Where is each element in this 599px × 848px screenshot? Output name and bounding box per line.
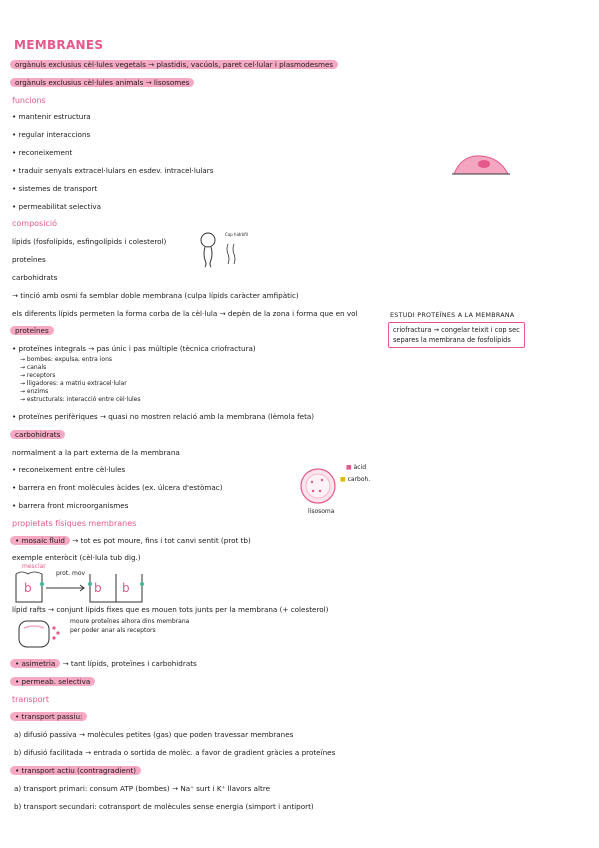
page-title: MEMBRANES [14, 38, 104, 52]
heading-propietats: propietats físiques membranes [12, 519, 137, 528]
funcio-item: • mantenir estructura [12, 112, 91, 121]
heading-composicio: composició [12, 219, 57, 228]
carbohidrats-item: • barrera en front molècules àcides (ex. úlcera d'estòmac) [12, 483, 223, 492]
composicio-note: → tinció amb osmi fa semblar doble membrana (culpa lípids caràcter amfipàtic) [12, 291, 299, 300]
svg-text:b: b [94, 581, 102, 595]
protein-type: → bombes: expulsa, entra ions [20, 356, 113, 363]
line-vegetal: orgànuls exclusius cèl·lules vegetals → plastidis, vacúols, paret cel·lular i plasmodesmes [10, 60, 338, 70]
lysosome-label: lisosoma [308, 508, 335, 515]
study-box-line: separes la membrana de fosfolípids [393, 336, 511, 344]
proteines-item: • proteïnes integrals → pas únic i pas múltiple (tècnica criofractura) [12, 344, 256, 353]
carbohidrats-item: normalment a la part externa de la membrana [12, 448, 180, 457]
protein-type: → canals [20, 364, 47, 371]
svg-text:b: b [24, 581, 32, 595]
enterocit-mesclar: mesclar [22, 563, 46, 570]
carboh-label: ■ carboh. [340, 476, 371, 483]
protein-type: → receptors [20, 372, 56, 379]
composicio-item: carbohidrats [12, 273, 58, 282]
cell-sketch-icon [452, 150, 512, 180]
transport-item: a) difusió passiva → molècules petites (gas) que poden travessar membranes [14, 730, 294, 739]
study-box [388, 322, 525, 348]
transport-item: a) transport primari: consum ATP (bombes) → Na⁺ surt i K⁺ llavors altre [14, 784, 271, 793]
protein-type: → lligadores: a matriu extracel·lular [20, 380, 127, 387]
proteines-item: • proteïnes perifèriques → quasi no mostren relació amb la membrana (lèmola feta) [12, 412, 315, 421]
lysosome-icon [298, 466, 338, 506]
transport-passiu-heading: • transport passiu: [10, 712, 87, 722]
permeab-line: • permeab. selectiva [10, 677, 95, 687]
enterocit-example: exemple enteròcit (cèl·lula tub dig.) [12, 553, 141, 562]
transport-actiu-heading: • transport actiu (contragradient) [10, 766, 141, 776]
funcio-item: • traduir senyals extracel·lulars en esdev. intracel·lulars [12, 166, 214, 175]
svg-text:b: b [122, 581, 130, 595]
composicio-note: els diferents lípids permeten la forma corba de la cèl·lula → depèn de la zona i forma que en vol [12, 309, 358, 318]
lipid-rafts-note: moure proteïnes alhora dins membrana [70, 618, 190, 625]
protein-type: → enzims [20, 388, 49, 395]
composicio-item: proteïnes [12, 255, 46, 264]
transport-item: b) transport secundari: cotransport de molècules sense energia (simport i antiport) [14, 802, 314, 811]
enterocyte-diagram-icon [14, 570, 164, 610]
funcio-item: • permeabilitat selectiva [12, 202, 102, 211]
study-box-title: ESTUDI PROTEÏNES A LA MEMBRANA [390, 312, 515, 319]
mosaic-fluid-line: • mosaic fluid → tot es pot moure, fins i tot canvi sentit (prot tb) [10, 536, 251, 546]
lipid-label: Cap hidròfil [225, 232, 248, 237]
phospholipid-icon [198, 232, 218, 268]
funcio-item: • reconeixement [12, 148, 73, 157]
lipid-tails-icon [226, 244, 238, 264]
carbohidrats-item: • barrera front microorganismes [12, 501, 129, 510]
enterocit-prot-label: prot. mov [56, 570, 86, 577]
lipid-rafts-note: per poder anar als receptors [70, 627, 156, 634]
heading-carbohidrats: carbohidrats [10, 430, 65, 440]
transport-item: b) difusió facilitada → entrada o sortida de molèc. a favor de gradient gràcies a proteïnes [14, 748, 336, 757]
protein-type: → estructurals: interacció entre cèl·lules [20, 396, 141, 403]
asimetria-line: • asimetria → tant lípids, proteïnes i carbohidrats [10, 659, 197, 669]
lipid-rafts-line: lípid rafts → conjunt lípids fixes que es mouen tots junts per la membrana (+ colesterol) [12, 605, 329, 614]
funcio-item: • regular interaccions [12, 130, 91, 139]
line-animal: orgànuls exclusius cèl·lules animals → lisosomes [10, 78, 194, 88]
funcio-item: • sistemes de transport [12, 184, 98, 193]
composicio-item: lípids (fosfolípids, esfingolípids i colesterol) [12, 237, 167, 246]
lipid-raft-icon [18, 620, 62, 650]
study-box-line: criofractura → congelar teixit i cop sec [393, 326, 520, 334]
heading-proteines: proteïnes [10, 326, 54, 336]
heading-funcions: funcions [12, 96, 46, 105]
carbohidrats-item: • reconeixement entre cèl·lules [12, 465, 126, 474]
heading-transport: transport [12, 695, 49, 704]
acid-label: ■ àcid [346, 464, 367, 471]
